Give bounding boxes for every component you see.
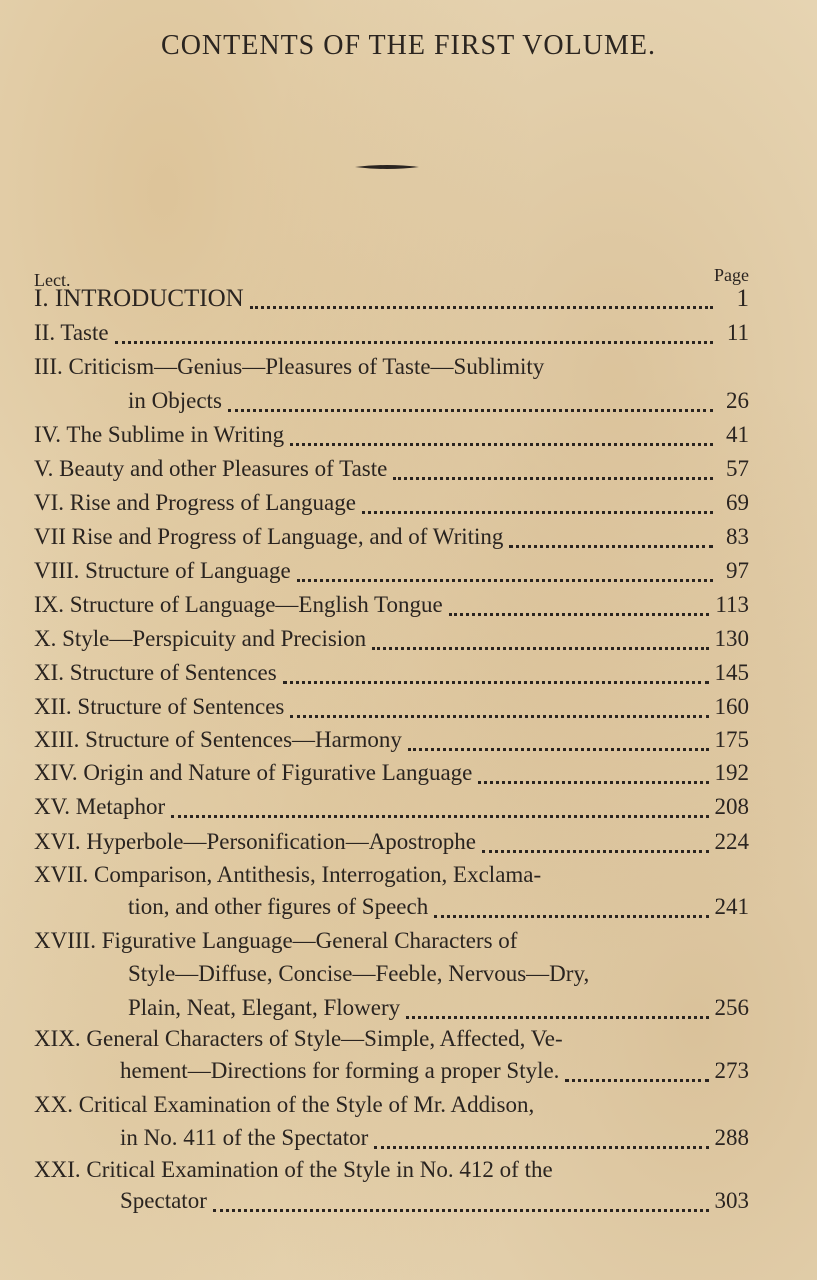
toc-entry-continuation: in Objects 26 [128, 388, 749, 413]
page-number: 26 [726, 388, 749, 413]
page-number: 241 [714, 894, 749, 919]
page-number: 175 [714, 727, 749, 752]
page-number: 224 [714, 829, 749, 854]
page-number: 273 [714, 1058, 749, 1083]
page-number: 69 [726, 490, 749, 515]
page-number: 11 [726, 320, 749, 345]
toc-entry: XIV. Origin and Nature of Figurative Language 192 [34, 760, 749, 785]
page-column-header: Page [714, 265, 749, 285]
toc-entry: XVI. Hyperbole—Personification—Apostrophe 224 [34, 829, 749, 854]
page-number: 41 [726, 422, 749, 447]
page-number: 192 [714, 760, 749, 785]
toc-entry: I. INTRODUCTION 1 [34, 285, 749, 312]
toc-entry: IX. Structure of Language—English Tongue 113 [34, 592, 749, 617]
toc-entry-continuation: in No. 411 of the Spectator 288 [120, 1125, 749, 1150]
toc-entry: XV. Metaphor 208 [34, 794, 749, 819]
toc-entry: XII. Structure of Sentences 160 [34, 694, 749, 719]
page-number: 145 [714, 660, 749, 685]
toc-entry: XVIII. Figurative Language—General Characters of [34, 928, 518, 953]
lecture-column-header: Lect. [34, 270, 71, 290]
toc-entry: II. Taste 11 [34, 320, 749, 345]
ornament-rule [355, 164, 419, 170]
toc-entry-continuation: Spectator 303 [120, 1188, 749, 1213]
page-number: 208 [714, 794, 749, 819]
toc-entry: XXI. Critical Examination of the Style in No. 412 of the [34, 1157, 553, 1182]
page-number: 130 [714, 626, 749, 651]
toc-entry-continuation: Plain, Neat, Elegant, Flowery 256 [128, 995, 749, 1020]
toc-entry: VI. Rise and Progress of Language 69 [34, 490, 749, 515]
page-number: 288 [714, 1125, 749, 1150]
page-number: 303 [714, 1188, 749, 1213]
page-number: 256 [714, 995, 749, 1020]
page-number: 113 [715, 592, 749, 617]
toc-entry-continuation: Style—Diffuse, Concise—Feeble, Nervous—Dry, [128, 961, 590, 986]
page-number: 160 [714, 694, 749, 719]
page-number: 57 [726, 456, 749, 481]
toc-entry: X. Style—Perspicuity and Precision 130 [34, 626, 749, 651]
toc-entry: VII Rise and Progress of Language, and of Writing 83 [34, 524, 749, 549]
toc-entry: XIX. General Characters of Style—Simple, Affected, Ve- [34, 1026, 563, 1051]
page-number: 83 [726, 524, 749, 549]
page-number: 1 [736, 285, 749, 312]
toc-entry: XI. Structure of Sentences 145 [34, 660, 749, 685]
toc-entry: XVII. Comparison, Antithesis, Interrogation, Exclama- [34, 862, 542, 887]
toc-entry: III. Criticism—Genius—Pleasures of Taste—Sublimity [34, 354, 545, 379]
page-number: 97 [726, 558, 749, 583]
toc-entry: XX. Critical Examination of the Style of Mr. Addison, [34, 1092, 535, 1117]
toc-entry-continuation: tion, and other figures of Speech 241 [128, 894, 749, 919]
toc-entry: VIII. Structure of Language 97 [34, 558, 749, 583]
toc-entry: XIII. Structure of Sentences—Harmony 175 [34, 727, 749, 752]
toc-entry: IV. The Sublime in Writing 41 [34, 422, 749, 447]
page-title: CONTENTS OF THE FIRST VOLUME. [161, 30, 656, 61]
toc-entry: V. Beauty and other Pleasures of Taste 57 [34, 456, 749, 481]
toc-entry-continuation: hement—Directions for forming a proper Style. 273 [120, 1058, 749, 1083]
